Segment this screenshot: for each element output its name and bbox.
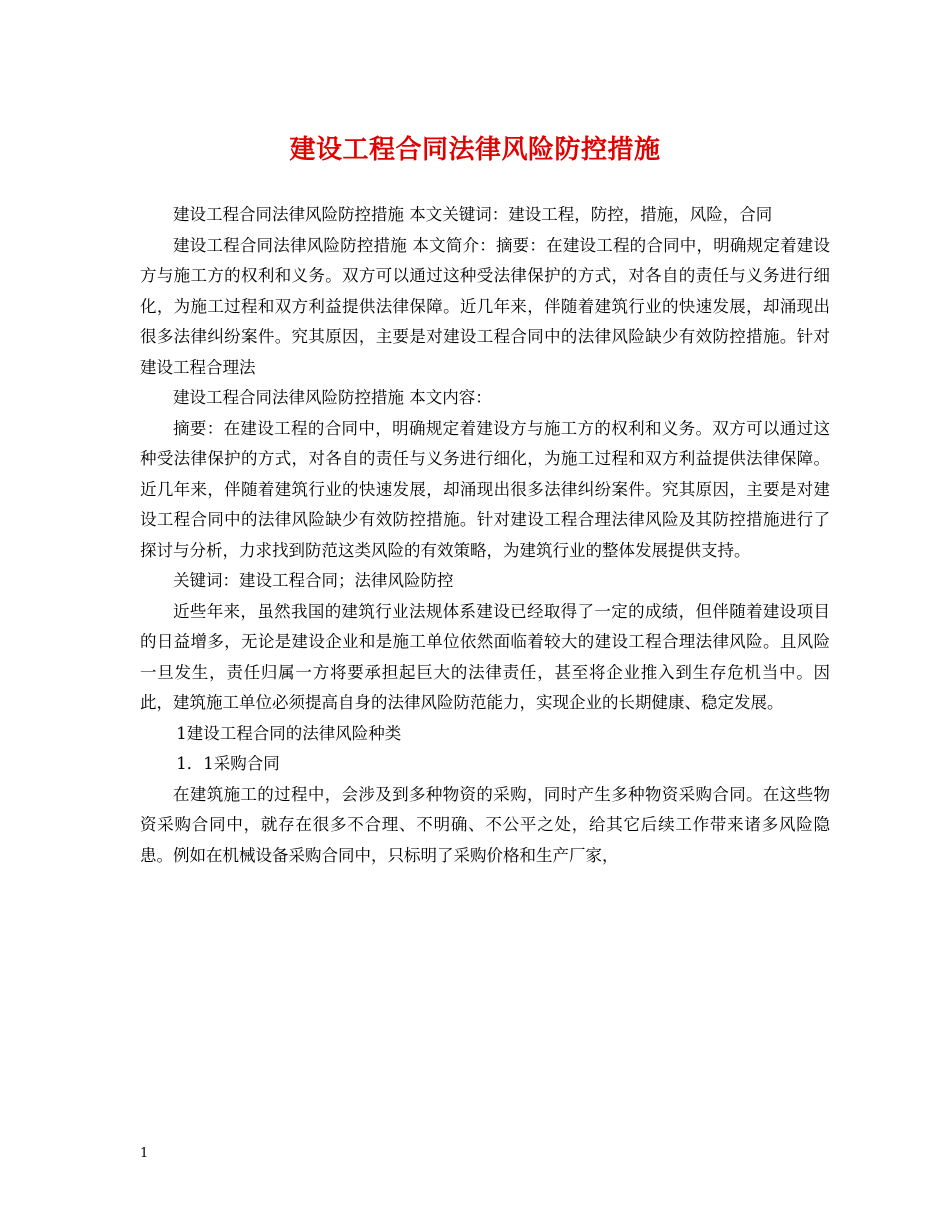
paragraph-preface: 近些年来，虽然我国的建筑行业法规体系建设已经取得了一定的成绩，但伴随着建设项目的日益增多，无论是建设企业和是施工单位依然面临着较大的建设工程合理法律风险。且风险一旦发生，责任归属一方将要承担起巨大的法律责任，甚至将企业推入到生存危机当中。因此，建筑施工单位必须提高自身的法律风险防范能力，实现企业的长期健康、稳定发展。 bbox=[140, 601, 830, 712]
paragraph-content-label: 建设工程合同法律风险防控措施 本文内容： bbox=[173, 388, 492, 407]
paragraph-keywords-summary: 建设工程合同法律风险防控措施 本文关键词：建设工程，防控，措施，风险，合同 bbox=[173, 205, 773, 224]
section-heading-1: 1建设工程合同的法律风险种类 bbox=[176, 723, 402, 743]
document-body bbox=[140, 200, 830, 871]
page-number: 1 bbox=[140, 1146, 149, 1161]
paragraph-procurement: 在建筑施工的过程中，会涉及到多种物资的采购，同时产生多种物资采购合同。在这些物资采购合同中，就存在很多不合理、不明确、不公平之处，给其它后续工作带来诸多风险隐患。例如在机械设备采购合同中，只标明了采购价格和生产厂家， bbox=[140, 784, 830, 865]
subsection-heading-1-1: 1．1采购合同 bbox=[176, 754, 280, 773]
document-title: 建设工程合同法律风险防控措施 bbox=[289, 135, 661, 165]
paragraph-abstract: 摘要：在建设工程的合同中，明确规定着建设方与施工方的权利和义务。双方可以通过这种受法律保护的方式，对各自的责任与义务进行细化，为施工过程和双方利益提供法律保障。近几年来，伴随着建筑行业的快速发展，却涌现出很多法律纠纷案件。究其原因，主要是对建设工程合同中的法律风险缺少有效防控措施。针对建设工程合理法律风险及其防控措施进行了探讨与分析，力求找到防范这类风险的有效策略，为建筑行业的整体发展提供支持。 bbox=[140, 418, 830, 560]
paragraph-introduction: 建设工程合同法律风险防控措施 本文简介：摘要：在建设工程的合同中，明确规定着建设方与施工方的权利和义务。双方可以通过这种受法律保护的方式，对各自的责任与义务进行细化，为施工过程和双方利益提供法律保障。近几年来，伴随着建筑行业的快速发展，却涌现出很多法律纠纷案件。究其原因，主要是对建设工程合同中的法律风险缺少有效防控措施。针对建设工程合理法 bbox=[140, 235, 830, 377]
paragraph-keywords: 关键词：建设工程合同；法律风险防控 bbox=[173, 571, 454, 590]
